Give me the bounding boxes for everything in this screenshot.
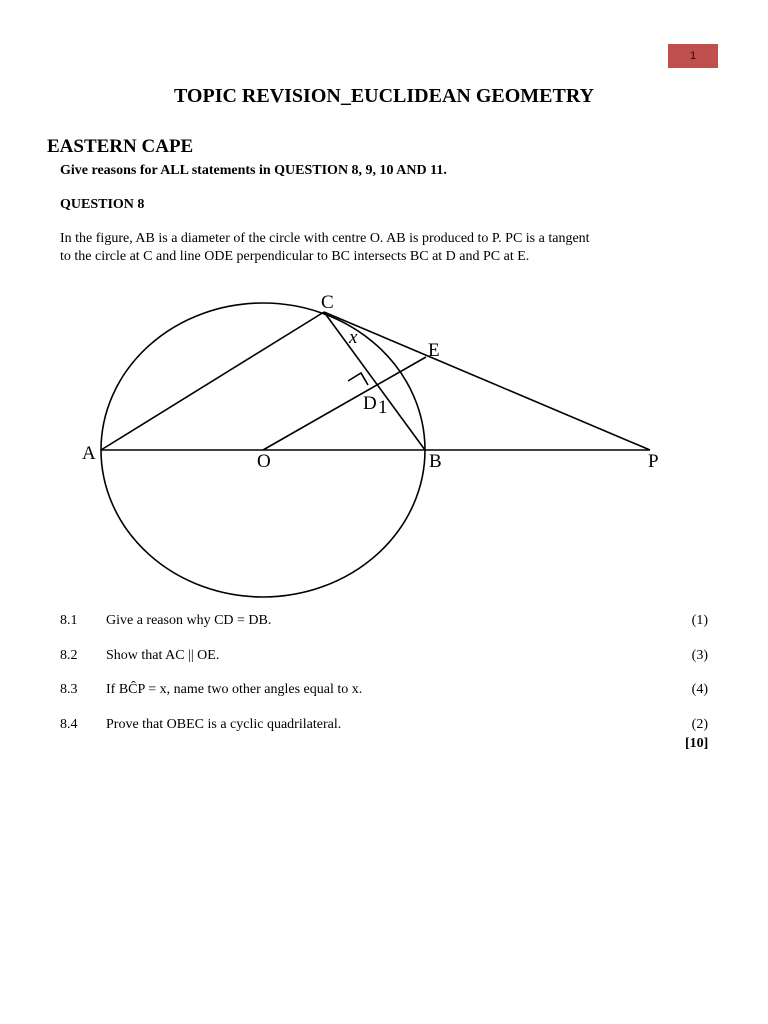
question-item bbox=[60, 648, 708, 668]
question-item bbox=[60, 682, 708, 702]
label-C: C bbox=[321, 292, 334, 313]
question-number: 8.4 bbox=[60, 717, 78, 732]
question-item bbox=[60, 613, 708, 633]
label-D-subscript: 1 bbox=[378, 397, 388, 418]
question-marks: (3) bbox=[691, 648, 708, 663]
right-angle-mark bbox=[348, 373, 368, 385]
label-O: O bbox=[257, 451, 271, 472]
question-text: Prove that OBEC is a cyclic quadrilateral. bbox=[106, 717, 342, 732]
total-marks: [10] bbox=[685, 736, 709, 751]
label-D: D bbox=[363, 393, 377, 414]
question-marks: (4) bbox=[691, 682, 708, 697]
question-marks: (1) bbox=[691, 613, 708, 628]
label-x: x bbox=[349, 327, 358, 348]
label-B: B bbox=[429, 451, 442, 472]
line-AC bbox=[101, 312, 324, 450]
label-P: P bbox=[648, 451, 659, 472]
document-title: TOPIC REVISION_EUCLIDEAN GEOMETRY bbox=[173, 85, 595, 107]
question-text: Give a reason why CD = DB. bbox=[106, 613, 272, 628]
question-number: 8.2 bbox=[60, 648, 78, 663]
section-heading: EASTERN CAPE bbox=[47, 136, 194, 157]
intro-line: to the circle at C and line ODE perpendicular to BC intersects BC at D and PC at E. bbox=[60, 249, 530, 264]
question-text: If BĈP = x, name two other angles equal to x. bbox=[106, 682, 363, 697]
line-OE bbox=[263, 357, 426, 450]
question-text: Show that AC || OE. bbox=[106, 648, 220, 663]
question-number: 8.1 bbox=[60, 613, 78, 628]
label-E: E bbox=[428, 340, 440, 361]
instruction-text: Give reasons for ALL statements in QUESTION 8, 9, 10 AND 11. bbox=[60, 163, 447, 178]
label-A: A bbox=[82, 443, 96, 464]
question-number: 8.3 bbox=[60, 682, 78, 697]
question-marks: (2) bbox=[691, 717, 708, 732]
question-heading: QUESTION 8 bbox=[60, 197, 145, 212]
page-number-badge: 1 bbox=[668, 44, 718, 68]
question-item bbox=[60, 717, 708, 737]
tangent-CP bbox=[324, 312, 650, 450]
intro-line: In the figure, AB is a diameter of the circle with centre O. AB is produced to P. PC is a tangent bbox=[60, 231, 590, 246]
